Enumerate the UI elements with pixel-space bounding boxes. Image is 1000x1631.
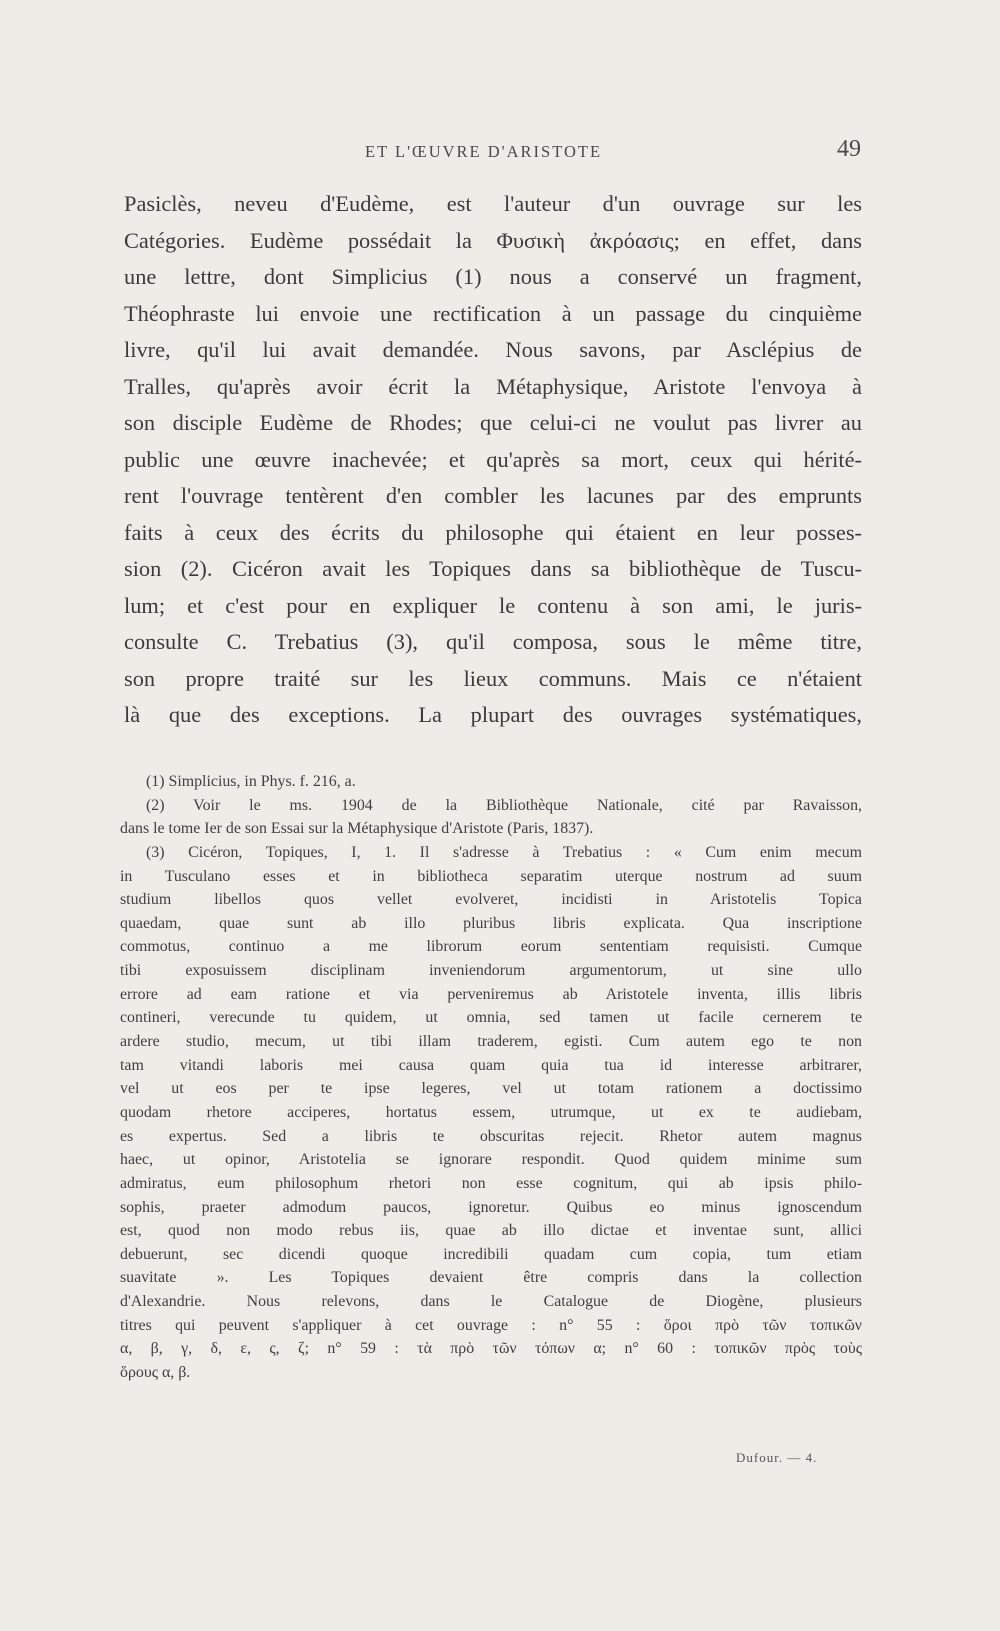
footnote-line: α, β, γ, δ, ε, ς, ζ; n° 59 : τὰ πρὸ τῶν τόπων α; n° 60 : τοπικῶν πρὸς τοὺς [120,1340,862,1358]
running-header [120,136,865,166]
printer-signature: Dufour. — 4. [736,1450,818,1465]
footnote-line: quaedam, quae sunt ab illo pluribus libris explicata. Qua inscriptione [120,914,862,932]
footnote-line: dans le tome Ier de son Essai sur la Métaphysique d'Aristote (Paris, 1837). [120,820,594,838]
footnote-line: sophis, praeter admodum paucos, ignoretur. Quibus eo minus ignoscendum [120,1198,862,1216]
text-line: Pasiclès, neveu d'Eudème, est l'auteur d'un ouvrage sur les [124,191,862,216]
footnote-line: ὅρους α, β. [120,1364,191,1382]
footnote-line: vel ut eos per te ipse legeres, vel ut totam rationem a doctissimo [120,1080,862,1098]
footnote-line: es expertus. Sed a libris te obscuritas rejecit. Rhetor autem magnus [120,1127,862,1145]
text-line: sion (2). Cicéron avait les Topiques dans sa bibliothèque de Tuscu- [124,556,862,581]
text-line: Catégories. Eudème possédait la Φυσικὴ ἀκρόασις; en effet, dans [124,227,862,253]
text-line: son propre traité sur les lieux communs. Mais ce n'étaient [124,665,862,691]
text-line: son disciple Eudème de Rhodes; que celui-ci ne voulut pas livrer au [124,410,862,435]
footnote-line: est, quod non modo rebus iis, quae ab illo dictae et inventae sunt, allici [120,1222,862,1240]
footnote-line: debuerunt, sec dicendi quoque incredibili quadam cum copia, tum etiam [120,1245,862,1263]
footnote-line: contineri, verecunde tu quidem, ut omnia, sed tamen ut facile cernerem te [120,1009,862,1027]
text-line: public une œuvre inachevée; et qu'après sa mort, ceux qui hérité- [124,446,862,472]
text-line: lum; et c'est pour en expliquer le contenu à son ami, le juris- [124,592,862,618]
footnote-line: admiratus, eum philosophum rhetori non esse cognitum, qui ab ipsis philo- [120,1174,862,1192]
footnote-2: (2) Voir le ms. 1904 de la Bibliothèque Nationale, cité par Ravaisson, [146,796,862,814]
main-text [124,186,862,734]
footnotes [120,770,862,1385]
footnote-line: quodam rhetore acciperes, hortatus essem, utrumque, ut ex te audiebam, [120,1103,862,1121]
footnote-line: tibi exposuissem disciplinam inveniendorum argumentorum, ut sine ullo [120,962,862,980]
text-line: là que des exceptions. La plupart des ouvrages systématiques, [124,702,862,727]
footnote-line: errore ad eam ratione et via perveniremus ab Aristotele inventa, illis libris [120,985,862,1003]
footnote-line: studium libellos quos vellet evolveret, incidisti in Aristotelis Topica [120,891,862,909]
footnote-line: in Tusculano esses et in bibliotheca separatim uterque nostrum ad suum [120,867,862,885]
footnote-line: commotus, continuo a me librorum eorum sententiam requisisti. Cumque [120,938,862,956]
running-title: ET L'ŒUVRE D'ARISTOTE [365,142,603,161]
footnote-line: ardere studio, mecum, ut tibi illam traderem, egisti. Cum autem ego te non [120,1033,862,1051]
text-line: Tralles, qu'après avoir écrit la Métaphysique, Aristote l'envoya à [124,373,862,399]
page-number: 49 [837,136,861,162]
footnote-line: suavitate ». Les Topiques devaient être compris dans la collection [120,1269,862,1287]
text-line: une lettre, dont Simplicius (1) nous a conservé un fragment, [124,264,862,289]
footnote-3: (3) Cicéron, Topiques, I, 1. Il s'adresse à Trebatius : « Cum enim mecum [146,843,862,861]
text-line: rent l'ouvrage tentèrent d'en combler les lacunes par des emprunts [124,483,862,508]
footnote-1: (1) Simplicius, in Phys. f. 216, a. [146,773,356,790]
text-line: faits à ceux des écrits du philosophe qui étaient en leur posses- [124,519,862,545]
footnote-line: tam vitandi laboris mei causa quam quia tua id interesse arbitrarer, [120,1056,862,1074]
footnote-line: d'Alexandrie. Nous relevons, dans le Catalogue de Diogène, plusieurs [120,1293,862,1311]
text-line: consulte C. Trebatius (3), qu'il composa, sous le même titre, [124,629,862,654]
footnote-line: titres qui peuvent s'appliquer à cet ouvrage : n° 55 : ὅροι πρὸ τῶν τοπικῶν [120,1316,862,1334]
text-line: livre, qu'il lui avait demandée. Nous savons, par Asclépius de [124,337,862,362]
footnote-line: haec, ut opinor, Aristotelia se ignorare respondit. Quod quidem minime sum [120,1151,862,1169]
text-line: Théophraste lui envoie une rectification à un passage du cinquième [124,300,862,326]
